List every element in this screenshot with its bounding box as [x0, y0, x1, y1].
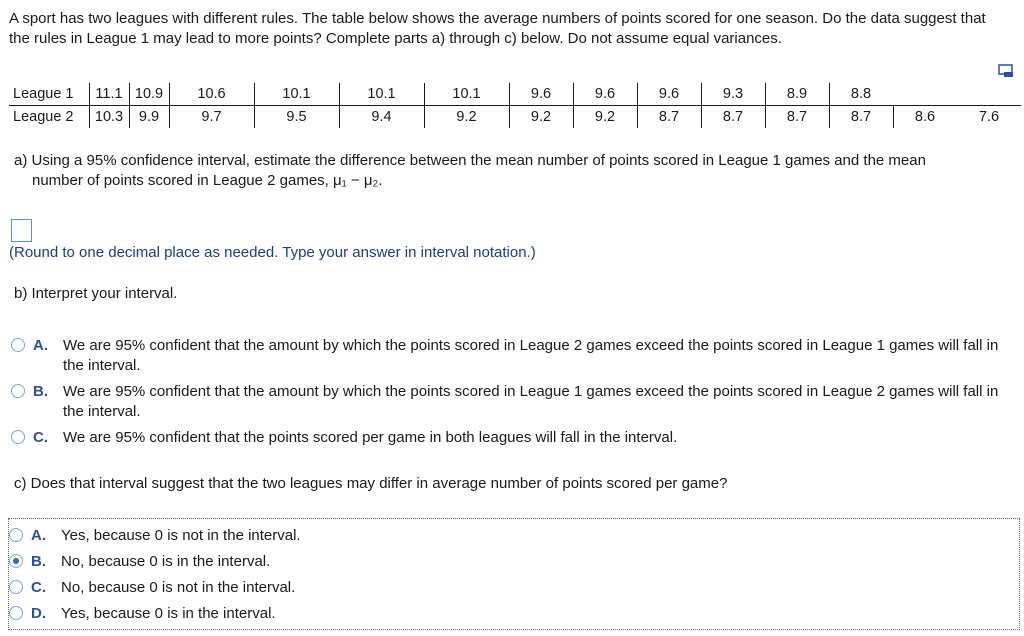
question-intro: A sport has two leagues with different rules. The table below shows the average numbers of points scored for one season. Do the data suggest that the rules in League 1 may lead to more points? Complete parts a) through c) below. Do not assume equal variances. [9, 10, 986, 47]
table-cell: 9.6 [530, 86, 552, 102]
table-cell: 10.9 [134, 86, 164, 102]
calculator-icon[interactable] [998, 64, 1014, 78]
option-letter: C. [31, 579, 46, 596]
table-cell: 10.3 [94, 109, 124, 125]
radio-button-icon[interactable] [11, 384, 25, 398]
table-cell: 9.3 [722, 86, 744, 102]
table-col-divider [169, 83, 170, 128]
table-cell: 8.7 [786, 109, 808, 125]
option-text: Yes, because 0 is in the interval. [61, 605, 276, 622]
radio-button-selected-icon[interactable] [9, 554, 23, 568]
table-cell: 8.9 [786, 86, 808, 102]
table-cell: 7.6 [978, 109, 1000, 125]
table-cell: 11.1 [95, 86, 123, 102]
table-col-divider [339, 83, 340, 128]
part-b-prompt: b) Interpret your interval. [14, 285, 178, 302]
answer-input-interval[interactable] [11, 219, 32, 242]
option-text: We are 95% confident that the points scored per game in both leagues will fall in the interval. [63, 429, 678, 446]
table-col-divider [829, 83, 830, 128]
part-a-line1: a) Using a 95% confidence interval, estimate the difference between the mean number of points scored in League 1 games and the mean [14, 152, 926, 169]
option-text: Yes, because 0 is not in the interval. [61, 527, 301, 544]
option-letter: C. [33, 429, 48, 446]
table-row-divider [9, 105, 1021, 106]
option-text: No, because 0 is not in the interval. [61, 579, 296, 596]
option-letter: D. [31, 605, 46, 622]
radio-button-icon[interactable] [9, 606, 23, 620]
part-a-prompt [14, 151, 1014, 191]
table-cell: 10.1 [282, 86, 311, 102]
answer-hint: (Round to one decimal place as needed. Type your answer in interval notation.) [9, 244, 536, 261]
radio-button-icon[interactable] [11, 338, 25, 352]
table-col-divider [893, 105, 894, 128]
option-text: We are 95% confident that the amount by which the points scored in League 2 games exceed the points scored in League 1 games will fall in the interval. [63, 337, 999, 374]
table-cell: 9.7 [201, 109, 222, 125]
table-cell: 9.6 [594, 86, 616, 102]
table-col-divider [765, 83, 766, 128]
option-letter: B. [31, 553, 46, 570]
radio-button-icon[interactable] [9, 580, 23, 594]
table-col-divider [254, 83, 255, 128]
radio-button-icon[interactable] [11, 430, 25, 444]
table-cell: 8.7 [722, 109, 744, 125]
table-cell: 9.4 [371, 109, 392, 125]
table-col-divider [509, 83, 510, 128]
table-cell: 8.7 [850, 109, 872, 125]
table-cell: 9.5 [286, 109, 307, 125]
part-a-line2: number of points scored in League 2 games, μ₁ − μ₂. [32, 172, 383, 189]
table-col-divider [637, 83, 638, 128]
table-cell: 9.6 [658, 86, 680, 102]
option-letter: A. [31, 527, 46, 544]
table-cell: 8.6 [914, 109, 936, 125]
table-col-divider [701, 83, 702, 128]
table-col-divider [424, 83, 425, 128]
table-cell: 10.1 [452, 86, 481, 102]
part-c-prompt: c) Does that interval suggest that the two leagues may differ in average number of points scored per game? [14, 475, 728, 492]
table-cell: 8.7 [658, 109, 680, 125]
table-col-divider [129, 83, 130, 128]
table-cell: 9.2 [530, 109, 552, 125]
table-cell: 9.9 [138, 109, 160, 125]
option-letter: A. [33, 337, 48, 354]
table-cell: 9.2 [594, 109, 616, 125]
option-text: We are 95% confident that the amount by which the points scored in League 1 games exceed the points scored in League 2 games will fall in the interval. [63, 383, 999, 420]
table-col-divider [573, 83, 574, 128]
radio-button-icon[interactable] [9, 528, 23, 542]
option-text: No, because 0 is in the interval. [61, 553, 271, 570]
table-cell: 8.8 [850, 86, 872, 102]
table-cell: 10.6 [197, 86, 226, 102]
table-cell: 9.2 [456, 109, 477, 125]
table-col-divider [89, 83, 90, 128]
row-label-league2: League 2 [13, 109, 74, 125]
table-cell: 10.1 [367, 86, 396, 102]
option-letter: B. [33, 383, 48, 400]
row-label-league1: League 1 [13, 86, 74, 102]
